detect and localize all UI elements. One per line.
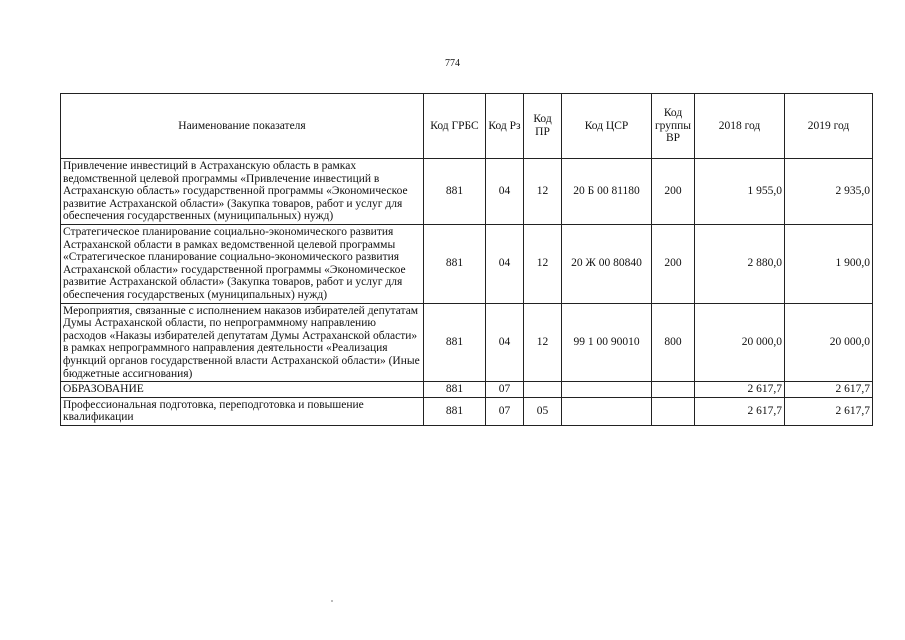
budget-table — [60, 93, 873, 426]
table-row — [61, 159, 873, 225]
table-row — [61, 303, 873, 382]
page-number: 774 — [445, 58, 460, 69]
row-pr: 05 — [524, 397, 562, 425]
row-2018: 2 617,7 — [695, 397, 785, 425]
row-grbs: 881 — [424, 159, 486, 225]
row-vr — [652, 397, 695, 425]
row-2019: 2 617,7 — [785, 382, 873, 398]
row-name: ОБРАЗОВАНИЕ — [61, 382, 424, 398]
row-vr: 200 — [652, 159, 695, 225]
row-name: Профессиональная подготовка, переподготовка и повышение квалификации — [61, 397, 424, 425]
row-rz: 07 — [486, 382, 524, 398]
row-csr — [562, 397, 652, 425]
row-2019: 2 617,7 — [785, 397, 873, 425]
row-csr — [562, 382, 652, 398]
table-header-row — [61, 94, 873, 159]
row-pr — [524, 382, 562, 398]
row-2018: 2 880,0 — [695, 224, 785, 303]
row-csr: 20 Ж 00 80840 — [562, 224, 652, 303]
header-name: Наименование показателя — [61, 94, 424, 159]
header-2018: 2018 год — [695, 94, 785, 159]
row-pr: 12 — [524, 159, 562, 225]
header-pr: Код ПР — [524, 94, 562, 159]
header-2019: 2019 год — [785, 94, 873, 159]
header-vr: Код группы ВР — [652, 94, 695, 159]
row-rz: 04 — [486, 159, 524, 225]
row-name: Стратегическое планирование социально-экономического развития Астраханской области в рамках ведомственной целевой программы «Стратегическое планирование социально-экономического развития Астраханской области» государственной программы «Экономическое развитие Астраханской области» (Закупка товаров, работ и услуг для обеспечения государственых (муниципальных) нужд) — [61, 224, 424, 303]
header-csr: Код ЦСР — [562, 94, 652, 159]
row-grbs: 881 — [424, 224, 486, 303]
row-vr: 200 — [652, 224, 695, 303]
row-name: Мероприятия, связанные с исполнением наказов избирателей депутатам Думы Астраханской области, по непрограммному направлению расходов «Наказы избирателей депутатам Думы Астраханской области» в рамках непрограммного направления деятельности «Реализация функций органов государственной власти Астраханской области» (Иные бюджетные ассигнования) — [61, 303, 424, 382]
row-grbs: 881 — [424, 303, 486, 382]
table-row — [61, 382, 873, 398]
row-csr: 20 Б 00 81180 — [562, 159, 652, 225]
row-csr: 99 1 00 90010 — [562, 303, 652, 382]
row-grbs: 881 — [424, 382, 486, 398]
table-row — [61, 224, 873, 303]
table-row — [61, 397, 873, 425]
scan-speck — [331, 600, 333, 602]
row-vr — [652, 382, 695, 398]
row-2019: 2 935,0 — [785, 159, 873, 225]
row-pr: 12 — [524, 224, 562, 303]
row-rz: 07 — [486, 397, 524, 425]
row-rz: 04 — [486, 224, 524, 303]
row-pr: 12 — [524, 303, 562, 382]
row-vr: 800 — [652, 303, 695, 382]
row-name: Привлечение инвестиций в Астраханскую область в рамках ведомственной целевой программы «Привлечение инвестиций в Астраханскую область» государственной программы «Экономическое развитие Астраханской области» (Закупка товаров, работ и услуг для обеспечения государственных (муниципальных) нужд) — [61, 159, 424, 225]
row-2018: 20 000,0 — [695, 303, 785, 382]
header-rz: Код Рз — [486, 94, 524, 159]
row-rz: 04 — [486, 303, 524, 382]
row-2019: 1 900,0 — [785, 224, 873, 303]
row-2018: 1 955,0 — [695, 159, 785, 225]
row-2019: 20 000,0 — [785, 303, 873, 382]
row-grbs: 881 — [424, 397, 486, 425]
header-grbs: Код ГРБС — [424, 94, 486, 159]
row-2018: 2 617,7 — [695, 382, 785, 398]
